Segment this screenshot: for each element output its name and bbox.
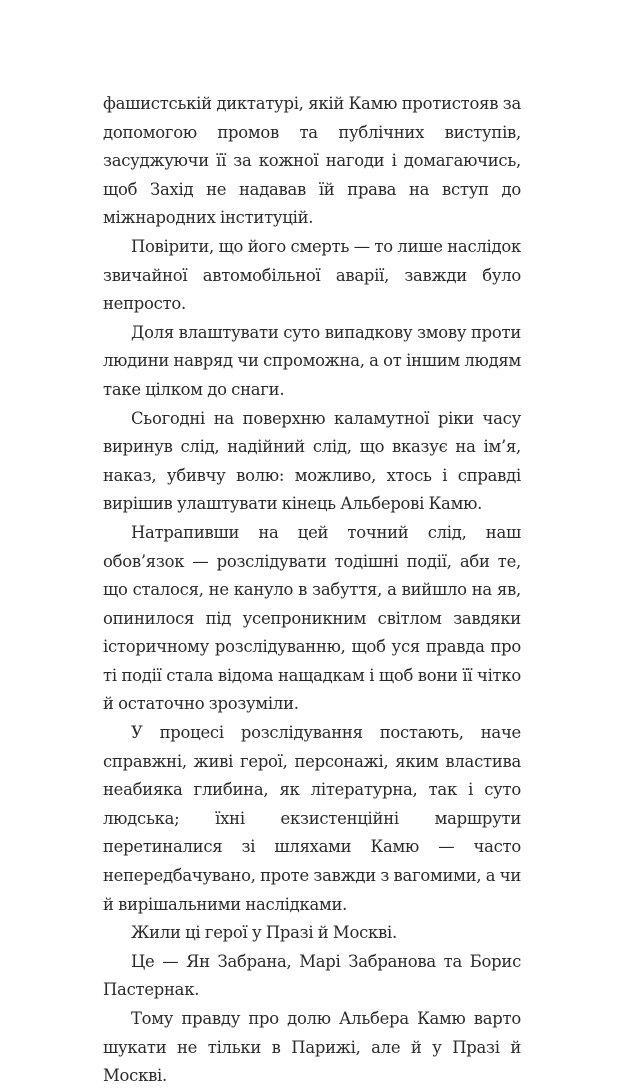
paragraph-9: Тому правду про долю Альбера Камю варто шукати не тільки в Парижі, але й у Празі й Москві. — [103, 1009, 521, 1086]
paragraph-5: Натрапивши на цей точний слід, наш обов’язок — розслідувати тодішні події, аби те, що сталося, не кануло в забуття, а вийшло на яв, опинилося під усепроникним світлом завдяки історичному розслідуванню, щоб уся правда про ті події стала відома нащадкам і щоб вони її чітко й остаточно зрозуміли. — [103, 522, 521, 714]
paragraph-3: Доля влаштувати суто випадкову змову проти людини навряд чи спроможна, а от іншим людям таке цілком до снаги. — [103, 322, 521, 399]
paragraph-1: фашистській диктатурі, якій Камю протистояв за допомогою промов та публічних виступів, засуджуючи її за кожної нагоди і домагаючись, щоб Захід не надавав їй права на вступ до міжнародних інституцій. — [103, 94, 521, 228]
body-text — [103, 90, 521, 1091]
paragraph-4: Сьогодні на поверхню каламутної ріки часу виринув слід, надійний слід, що вказує на ім’я, наказ, убивчу волю: можливо, хтось і справді вирішив улаштувати кінець Альберові Камю. — [103, 408, 521, 514]
paragraph-2: Повірити, що його смерть — то лише наслідок звичайної автомобільної аварії, завжди було непросто. — [103, 236, 521, 314]
paragraph-6: У процесі розслідування постають, наче справжні, живі герої, персонажі, яким властива неабияка глибина, як літературна, так і суто людська; їхні екзистенційні маршрути перетиналися зі шляхами Камю — часто непередбачувано, проте завжди з вагомими, а чи й вирішальними наслідками. — [103, 723, 521, 914]
paragraph-8: Це — Ян Забрана, Марі Забранова та Борис Пастернак. — [103, 951, 521, 1000]
paragraph-7: Жили ці герої у Празі й Москві. — [131, 923, 397, 943]
